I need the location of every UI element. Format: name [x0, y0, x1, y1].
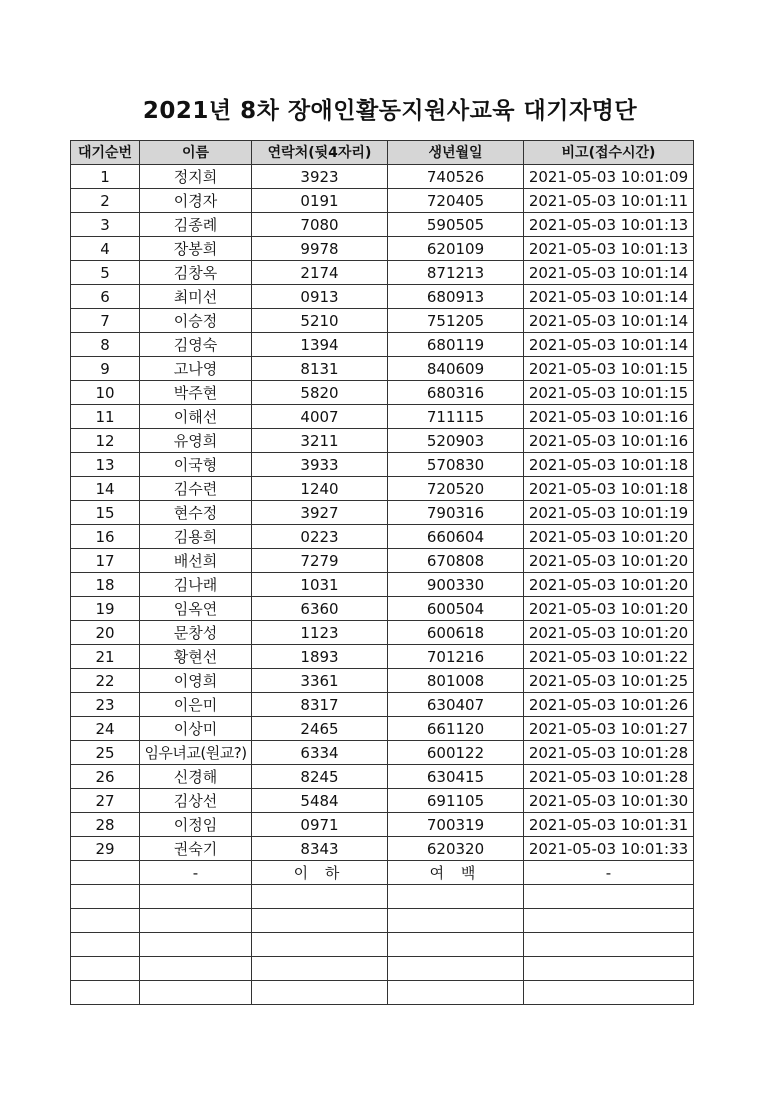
received-time-cell: 2021-05-03 10:01:20 [524, 573, 694, 597]
name-cell: 권숙기 [140, 837, 252, 861]
name-cell: 고나영 [140, 357, 252, 381]
end-of-list-row [71, 861, 694, 885]
phone-cell: 1240 [252, 477, 388, 501]
waitlist-table [70, 140, 694, 1005]
empty-row [71, 933, 694, 957]
table-row [71, 285, 694, 309]
name-cell: 이경자 [140, 189, 252, 213]
birthdate-cell: 801008 [388, 669, 524, 693]
phone-cell: 0223 [252, 525, 388, 549]
name-cell: 이영희 [140, 669, 252, 693]
phone-cell: 1031 [252, 573, 388, 597]
birthdate-cell: 600618 [388, 621, 524, 645]
empty-cell [71, 957, 140, 981]
received-time-cell: 2021-05-03 10:01:26 [524, 693, 694, 717]
phone-cell: 8245 [252, 765, 388, 789]
phone-cell: 1394 [252, 333, 388, 357]
empty-cell [252, 933, 388, 957]
table-row [71, 813, 694, 837]
birthdate-cell: 871213 [388, 261, 524, 285]
birthdate-cell: 720520 [388, 477, 524, 501]
table-row [71, 261, 694, 285]
column-header-birthdate: 생년월일 [388, 141, 524, 165]
empty-cell [524, 981, 694, 1005]
phone-cell: 5210 [252, 309, 388, 333]
birthdate-cell: 670808 [388, 549, 524, 573]
empty-row [71, 957, 694, 981]
phone-cell: 8343 [252, 837, 388, 861]
empty-cell [71, 909, 140, 933]
empty-cell [524, 933, 694, 957]
waiting-number: 17 [71, 549, 140, 573]
table-row [71, 549, 694, 573]
name-cell: 이은미 [140, 693, 252, 717]
table-row [71, 429, 694, 453]
empty-cell [71, 933, 140, 957]
end-note-blank: 여 백 [388, 861, 524, 885]
name-cell: 문창성 [140, 621, 252, 645]
birthdate-cell: 661120 [388, 717, 524, 741]
received-time-cell: 2021-05-03 10:01:33 [524, 837, 694, 861]
birthdate-cell: 680913 [388, 285, 524, 309]
empty-cell [252, 885, 388, 909]
column-header-phone: 연락처(뒷4자리) [252, 141, 388, 165]
waiting-number: 11 [71, 405, 140, 429]
birthdate-cell: 570830 [388, 453, 524, 477]
phone-cell: 3923 [252, 165, 388, 189]
received-time-cell: 2021-05-03 10:01:14 [524, 261, 694, 285]
waiting-number: 16 [71, 525, 140, 549]
table-row [71, 693, 694, 717]
waiting-number: 5 [71, 261, 140, 285]
received-time-cell: 2021-05-03 10:01:20 [524, 549, 694, 573]
birthdate-cell: 620109 [388, 237, 524, 261]
received-time-cell: 2021-05-03 10:01:16 [524, 405, 694, 429]
birthdate-cell: 590505 [388, 213, 524, 237]
waiting-number: 15 [71, 501, 140, 525]
empty-cell [252, 909, 388, 933]
phone-cell: 3933 [252, 453, 388, 477]
column-header-name: 이름 [140, 141, 252, 165]
table-row [71, 333, 694, 357]
table-row [71, 213, 694, 237]
empty-cell [140, 933, 252, 957]
empty-cell [388, 885, 524, 909]
phone-cell: 9978 [252, 237, 388, 261]
table-row [71, 477, 694, 501]
name-cell: 장봉희 [140, 237, 252, 261]
empty-cell [140, 909, 252, 933]
received-time-cell: 2021-05-03 10:01:19 [524, 501, 694, 525]
name-cell: 황현선 [140, 645, 252, 669]
empty-cell [388, 933, 524, 957]
birthdate-cell: 600504 [388, 597, 524, 621]
received-time-cell: 2021-05-03 10:01:14 [524, 333, 694, 357]
birthdate-cell: 600122 [388, 741, 524, 765]
waiting-number: 1 [71, 165, 140, 189]
received-time-cell: 2021-05-03 10:01:15 [524, 357, 694, 381]
birthdate-cell: 840609 [388, 357, 524, 381]
name-cell: 임우녀교(원교?) [140, 741, 252, 765]
birthdate-cell: 620320 [388, 837, 524, 861]
table-row [71, 357, 694, 381]
received-time-cell: 2021-05-03 10:01:25 [524, 669, 694, 693]
empty-cell [388, 957, 524, 981]
table-row [71, 645, 694, 669]
empty-cell [524, 957, 694, 981]
empty-row [71, 885, 694, 909]
phone-cell: 2174 [252, 261, 388, 285]
waiting-number: 23 [71, 693, 140, 717]
page-title: 2021년 8차 장애인활동지원사교육 대기자명단 [142, 98, 638, 124]
table-row [71, 621, 694, 645]
received-time-cell: 2021-05-03 10:01:27 [524, 717, 694, 741]
birthdate-cell: 680316 [388, 381, 524, 405]
phone-cell: 7080 [252, 213, 388, 237]
empty-cell [524, 885, 694, 909]
end-note-below: 이 하 [252, 861, 388, 885]
name-cell: 이승정 [140, 309, 252, 333]
table-row [71, 525, 694, 549]
name-cell: 이상미 [140, 717, 252, 741]
name-cell: 김영숙 [140, 333, 252, 357]
empty-cell [524, 909, 694, 933]
phone-cell: 8317 [252, 693, 388, 717]
waiting-number: 19 [71, 597, 140, 621]
phone-cell: 7279 [252, 549, 388, 573]
name-cell: 김나래 [140, 573, 252, 597]
received-time-cell: 2021-05-03 10:01:14 [524, 309, 694, 333]
empty-cell [388, 981, 524, 1005]
waiting-number: 2 [71, 189, 140, 213]
waiting-number: 14 [71, 477, 140, 501]
birthdate-cell: 691105 [388, 789, 524, 813]
empty-cell [252, 957, 388, 981]
table-row [71, 381, 694, 405]
table-row [71, 237, 694, 261]
table-row [71, 789, 694, 813]
phone-cell: 0191 [252, 189, 388, 213]
waiting-number: 4 [71, 237, 140, 261]
birthdate-cell: 680119 [388, 333, 524, 357]
birthdate-cell: 701216 [388, 645, 524, 669]
waiting-number: 18 [71, 573, 140, 597]
waiting-number: 25 [71, 741, 140, 765]
table-row [71, 573, 694, 597]
received-time-cell: 2021-05-03 10:01:22 [524, 645, 694, 669]
table-row [71, 837, 694, 861]
birthdate-cell: 790316 [388, 501, 524, 525]
birthdate-cell: 900330 [388, 573, 524, 597]
column-header-note: 비고(접수시간) [524, 141, 694, 165]
waiting-number: 3 [71, 213, 140, 237]
received-time-cell: 2021-05-03 10:01:20 [524, 597, 694, 621]
waiting-number: 12 [71, 429, 140, 453]
name-cell: 현수정 [140, 501, 252, 525]
received-time-cell: 2021-05-03 10:01:31 [524, 813, 694, 837]
phone-cell: 4007 [252, 405, 388, 429]
table-row [71, 717, 694, 741]
received-time-cell: 2021-05-03 10:01:11 [524, 189, 694, 213]
table-row [71, 309, 694, 333]
received-time-cell: 2021-05-03 10:01:13 [524, 237, 694, 261]
phone-cell: 5484 [252, 789, 388, 813]
birthdate-cell: 630415 [388, 765, 524, 789]
phone-cell: 6334 [252, 741, 388, 765]
waiting-number: 10 [71, 381, 140, 405]
table-row [71, 165, 694, 189]
table-row [71, 741, 694, 765]
name-cell: 이국형 [140, 453, 252, 477]
waiting-number: 9 [71, 357, 140, 381]
waiting-number: 22 [71, 669, 140, 693]
name-cell: 김수련 [140, 477, 252, 501]
phone-cell: 1893 [252, 645, 388, 669]
name-cell: 정지희 [140, 165, 252, 189]
phone-cell: 1123 [252, 621, 388, 645]
received-time-cell: 2021-05-03 10:01:16 [524, 429, 694, 453]
phone-cell: 3927 [252, 501, 388, 525]
birthdate-cell: 630407 [388, 693, 524, 717]
waiting-number: 26 [71, 765, 140, 789]
birthdate-cell: 751205 [388, 309, 524, 333]
empty-row [71, 981, 694, 1005]
empty-cell [252, 981, 388, 1005]
birthdate-cell: 520903 [388, 429, 524, 453]
table-row [71, 501, 694, 525]
name-cell: 최미선 [140, 285, 252, 309]
empty-row [71, 909, 694, 933]
phone-cell: 0913 [252, 285, 388, 309]
received-time-cell: 2021-05-03 10:01:30 [524, 789, 694, 813]
name-cell: 이정임 [140, 813, 252, 837]
name-cell: 임옥연 [140, 597, 252, 621]
received-time-cell: 2021-05-03 10:01:09 [524, 165, 694, 189]
end-dash: - [140, 861, 252, 885]
waiting-number: 28 [71, 813, 140, 837]
table-row [71, 765, 694, 789]
name-cell: 배선희 [140, 549, 252, 573]
empty-cell [71, 885, 140, 909]
phone-cell: 3361 [252, 669, 388, 693]
received-time-cell: 2021-05-03 10:01:18 [524, 453, 694, 477]
table-row [71, 669, 694, 693]
name-cell: 김창옥 [140, 261, 252, 285]
table-row [71, 189, 694, 213]
birthdate-cell: 720405 [388, 189, 524, 213]
waiting-number: 24 [71, 717, 140, 741]
name-cell: 이해선 [140, 405, 252, 429]
birthdate-cell: 711115 [388, 405, 524, 429]
received-time-cell: 2021-05-03 10:01:20 [524, 621, 694, 645]
name-cell: 신경해 [140, 765, 252, 789]
empty-cell [388, 909, 524, 933]
waiting-number: 27 [71, 789, 140, 813]
name-cell: 박주현 [140, 381, 252, 405]
received-time-cell: 2021-05-03 10:01:28 [524, 765, 694, 789]
phone-cell: 5820 [252, 381, 388, 405]
name-cell: 유영희 [140, 429, 252, 453]
waiting-number [71, 861, 140, 885]
waiting-number: 20 [71, 621, 140, 645]
name-cell: 김상선 [140, 789, 252, 813]
received-time-cell: 2021-05-03 10:01:20 [524, 525, 694, 549]
phone-cell: 8131 [252, 357, 388, 381]
birthdate-cell: 740526 [388, 165, 524, 189]
end-dash: - [524, 861, 694, 885]
received-time-cell: 2021-05-03 10:01:18 [524, 477, 694, 501]
waiting-number: 13 [71, 453, 140, 477]
birthdate-cell: 700319 [388, 813, 524, 837]
waiting-number: 6 [71, 285, 140, 309]
table-row [71, 597, 694, 621]
birthdate-cell: 660604 [388, 525, 524, 549]
empty-cell [140, 885, 252, 909]
empty-cell [140, 981, 252, 1005]
empty-cell [140, 957, 252, 981]
phone-cell: 3211 [252, 429, 388, 453]
table-row [71, 453, 694, 477]
name-cell: 김종례 [140, 213, 252, 237]
phone-cell: 2465 [252, 717, 388, 741]
waiting-number: 7 [71, 309, 140, 333]
waiting-number: 29 [71, 837, 140, 861]
table-header-row [71, 141, 694, 165]
phone-cell: 6360 [252, 597, 388, 621]
received-time-cell: 2021-05-03 10:01:14 [524, 285, 694, 309]
waiting-number: 8 [71, 333, 140, 357]
received-time-cell: 2021-05-03 10:01:28 [524, 741, 694, 765]
table-row [71, 405, 694, 429]
column-header-waiting-number: 대기순번 [71, 141, 140, 165]
empty-cell [71, 981, 140, 1005]
name-cell: 김용희 [140, 525, 252, 549]
received-time-cell: 2021-05-03 10:01:15 [524, 381, 694, 405]
waiting-number: 21 [71, 645, 140, 669]
received-time-cell: 2021-05-03 10:01:13 [524, 213, 694, 237]
phone-cell: 0971 [252, 813, 388, 837]
